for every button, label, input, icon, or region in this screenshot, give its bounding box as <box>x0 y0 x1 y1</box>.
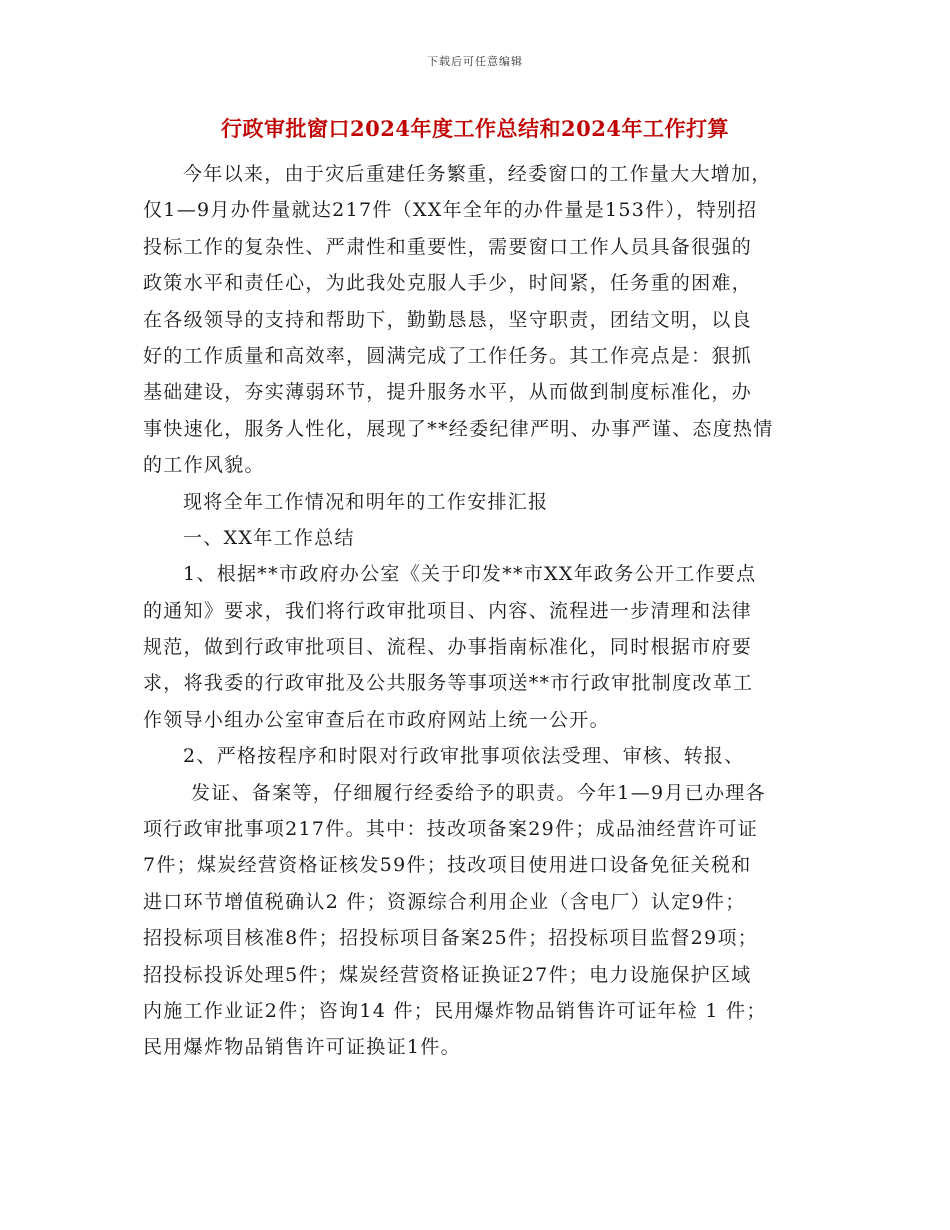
section-heading: 一、XX年工作总结 <box>183 526 355 549</box>
body-line: 基础建设，夯实薄弱环节，提升服务水平，从而做到制度标准化，办 <box>143 381 753 404</box>
body-line: 7件；煤炭经营资格证核发59件；技改项目使用进口设备免征关税和 <box>143 854 752 877</box>
body-line: 政策水平和责任心，为此我处克服人手少，时间紧，任务重的困难， <box>143 272 753 295</box>
body-line: 内施工作业证2件；咨询14 件；民用爆炸物品销售许可证年检 1 件； <box>143 999 767 1022</box>
report-intro-line: 现将全年工作情况和明年的工作安排汇报 <box>183 490 549 513</box>
body-line: 民用爆炸物品销售许可证换证1件。 <box>143 1036 461 1059</box>
body-line: 招投标投诉处理5件；煤炭经营资格证换证27件；电力设施保护区域 <box>143 963 752 986</box>
body-line: 进口环节增值税确认2 件；资源综合利用企业（含电厂）认定9件； <box>143 890 746 913</box>
body-line: 事快速化，服务人性化，展现了**经委纪律严明、办事严谨、态度热情 <box>143 417 774 440</box>
body-line: 好的工作质量和高效率，圆满完成了工作任务。其工作亮点是：狠抓 <box>143 344 753 367</box>
body-line: 发证、备案等，仔细履行经委给予的职责。今年1—9月已办理各 <box>191 781 766 804</box>
body-line: 仅1—9月办件量就达217件（XX年全年的办件量是153件），特别招 <box>143 199 758 222</box>
body-line: 在各级领导的支持和帮助下，勤勤恳恳，坚守职责，团结文明，以良 <box>143 308 753 331</box>
document-title: 行政审批窗口2024年度工作总结和2024年工作打算 <box>221 116 729 141</box>
body-line: 的工作风貌。 <box>143 454 265 477</box>
body-line: 招投标项目核准8件；招投标项目备案25件；招投标项目监督29项； <box>143 927 759 950</box>
body-line: 的通知》要求，我们将行政审批项目、内容、流程进一步清理和法律 <box>143 599 753 622</box>
body-line: 规范，做到行政审批项目、流程、办事指南标准化，同时根据市府要 <box>143 636 753 659</box>
body-line: 投标工作的复杂性、严肃性和重要性，需要窗口工作人员具备很强的 <box>143 235 753 258</box>
body-line: 项行政审批事项217件。其中：技改项备案29件；成品油经营许可证 <box>143 818 759 841</box>
body-line: 1、根据**市政府办公室《关于印发**市XX年政务公开工作要点 <box>183 563 757 586</box>
body-line: 今年以来，由于灾后重建任务繁重，经委窗口的工作量大大增加， <box>183 163 772 185</box>
body-line: 作领导小组办公室审查后在市政府网站上统一公开。 <box>143 708 610 731</box>
body-line: 2、严格按程序和时限对行政审批事项依法受理、审核、转报、 <box>183 745 745 768</box>
body-line: 求，将我委的行政审批及公共服务等事项送**市行政审批制度改革工 <box>143 672 754 695</box>
document-body <box>143 156 813 1066</box>
header-note: 下载后可任意编辑 <box>427 55 523 68</box>
